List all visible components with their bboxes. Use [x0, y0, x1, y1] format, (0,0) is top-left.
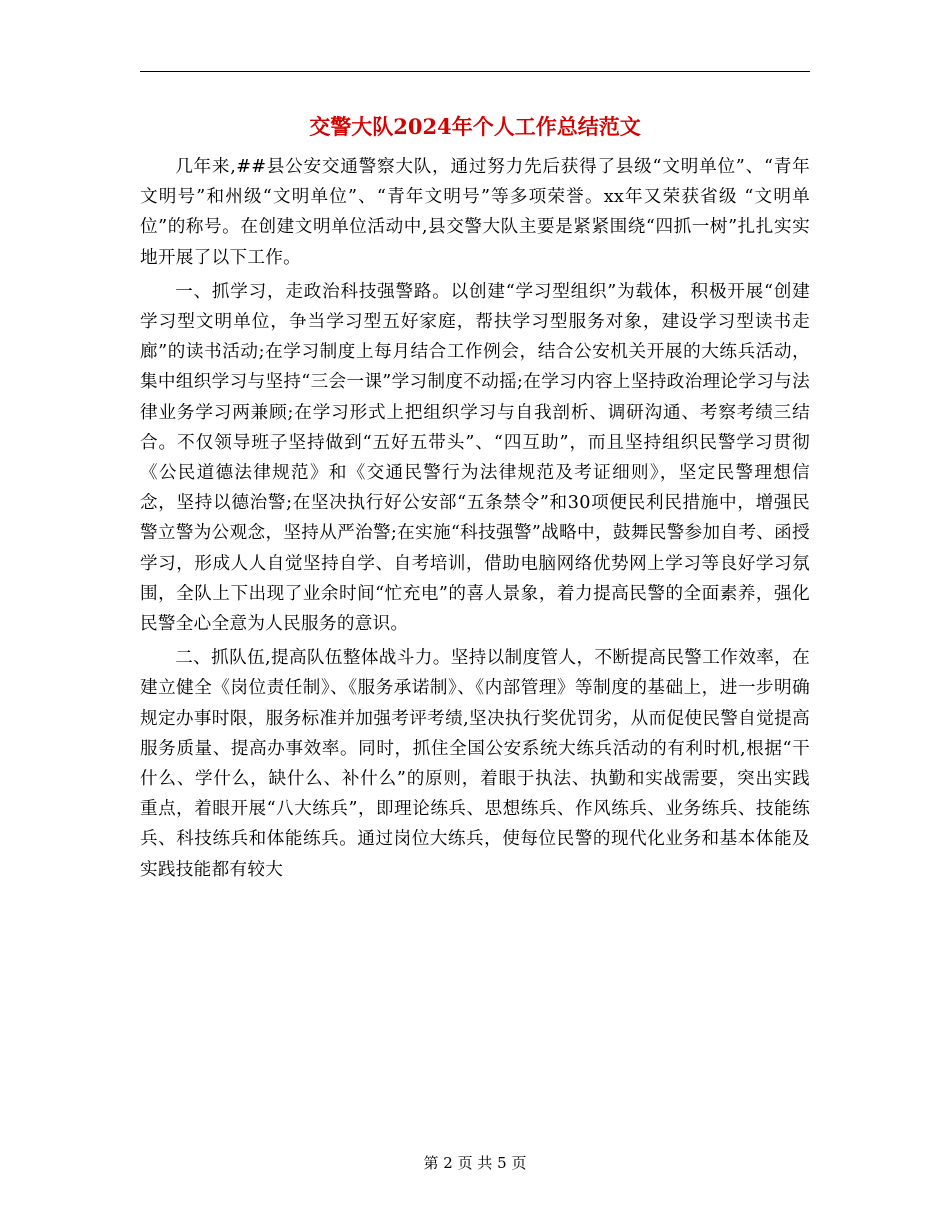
page-number: 第 2 页 共 5 页	[423, 1154, 527, 1172]
header-rule	[140, 71, 810, 72]
paragraph-study: 一、抓学习，走政治科技强警路。以创建“学习型组织”为载体，积极开展“创建学习型文明单位，争当学习型五好家庭，帮扶学习型服务对象，建设学习型读书走廊”的读书活动;在学习制度上每月结合工作例会，结合公安机关开展的大练兵活动，集中组织学习与坚持“三会一课”学习制度不动摇;在学习内容上坚持政治理论学习与法律业务学习两兼顾;在学习形式上把组织学习与自我剖析、调研沟通、考察考绩三结合。不仅领导班子坚持做到“五好五带头”、“四互助”，而且坚持组织民警学习贯彻《公民道德法律规范》和《交通民警行为法律规范及考证细则》，坚定民警理想信念，坚持以德治警;在坚决执行好公安部“五条禁令”和30项便民利民措施中，增强民警立警为公观念，坚持从严治警;在实施“科技强警”战略中，鼓舞民警参加自考、函授学习，形成人人自觉坚持自学、自考培训，借助电脑网络优势网上学习等良好学习氛围，全队上下出现了业余时间“忙充电”的喜人景象，着力提高民警的全面素养，强化民警全心全意为人民服务的意识。	[140, 281, 810, 635]
document-title: 交警大队2024年个人工作总结范文	[309, 114, 641, 139]
document-body	[140, 152, 810, 889]
paragraph-intro: 几年来,##县公安交通警察大队，通过努力先后获得了县级“文明单位”、“青年文明号”和州级“文明单位”、“青年文明号”等多项荣誉。xx年又荣获省级 “文明单位”的称号。在创建文明单位活动中,县交警大队主要是紧紧围绕“四抓一树”扎扎实实地开展了以下工作。	[140, 157, 810, 268]
paragraph-team: 二、抓队伍,提高队伍整体战斗力。坚持以制度管人，不断提高民警工作效率，在建立健全《岗位责任制》、《服务承诺制》、《内部管理》等制度的基础上，进一步明确规定办事时限，服务标准并加强考评考绩,坚决执行奖优罚劣，从而促使民警自觉提高服务质量、提高办事效率。同时，抓住全国公安系统大练兵活动的有利时机,根据“干什么、学什么，缺什么、补什么”的原则，着眼于执法、执勤和实战需要，突出实践重点，着眼开展“八大练兵”，即理论练兵、思想练兵、作风练兵、业务练兵、技能练兵、科技练兵和体能练兵。通过岗位大练兵，使每位民警的现代化业务和基本体能及实践技能都有较大	[140, 648, 810, 880]
